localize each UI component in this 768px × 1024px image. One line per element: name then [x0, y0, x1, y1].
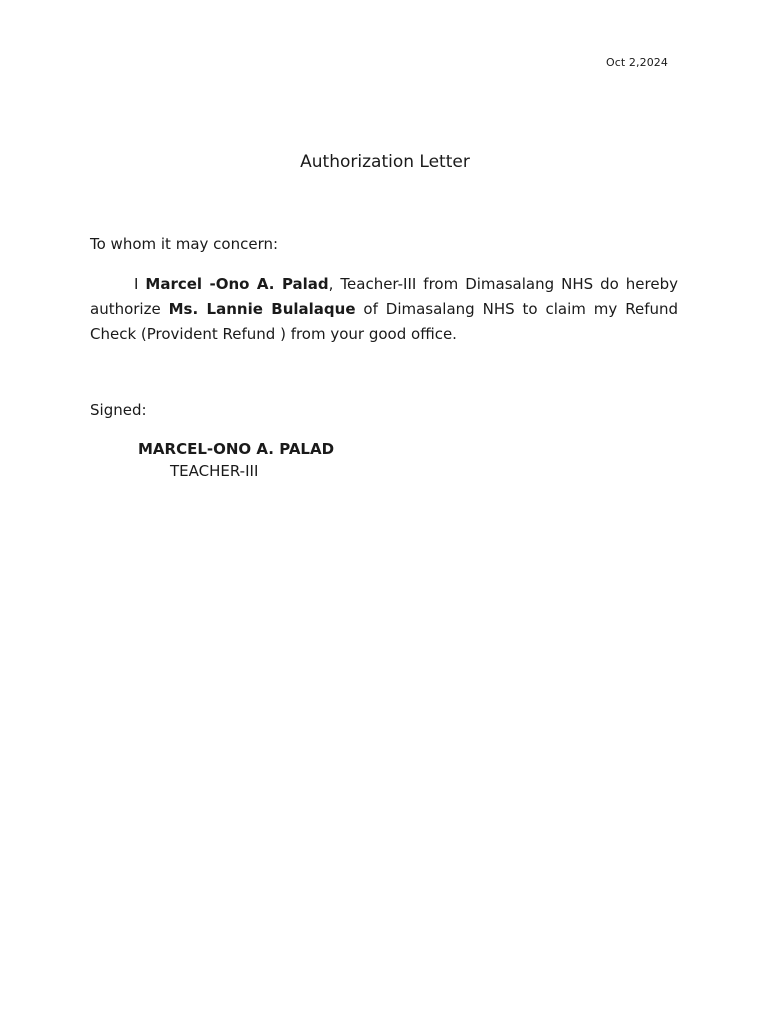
body-text-part1: I	[134, 275, 146, 293]
body-paragraph	[90, 272, 678, 347]
signatory-position: TEACHER-III	[170, 462, 259, 480]
signatory-name: MARCEL-ONO A. PALAD	[138, 440, 335, 458]
author-name: Marcel -Ono A. Palad	[145, 275, 329, 293]
body-text-part3: of Dimasalang NHS to claim my Refund Check (Provident Refund ) from your good office.	[90, 300, 679, 343]
letter-date: Oct 2,2024	[605, 56, 668, 69]
salutation: To whom it may concern:	[90, 235, 279, 253]
authorized-person-name: Ms. Lannie Bulalaque	[168, 300, 356, 318]
body-text-part2: , Teacher-III from Dimasalang NHS do hereby authorize	[90, 275, 678, 318]
closing-signed: Signed:	[90, 401, 147, 419]
letter-title: Authorization Letter	[300, 152, 470, 172]
